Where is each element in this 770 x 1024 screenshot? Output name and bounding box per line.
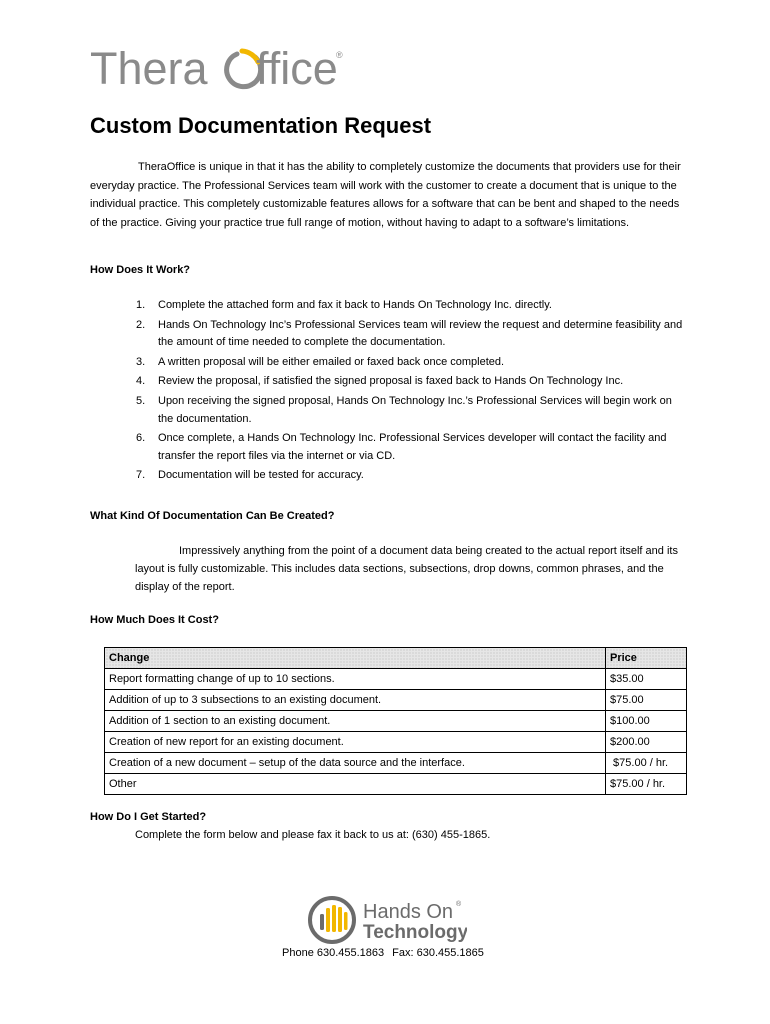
price-cell: $100.00 — [606, 711, 687, 732]
steps-list — [90, 297, 690, 487]
column-header-price: Price — [606, 648, 687, 669]
logo-registered-mark: ® — [456, 901, 462, 908]
price-table — [104, 647, 687, 795]
table-row — [105, 690, 687, 711]
table-row — [105, 711, 687, 732]
list-item: 7. Documentation will be tested for accuracy. — [136, 469, 364, 482]
table-header-row — [105, 648, 687, 669]
change-cell: Other — [105, 774, 606, 795]
list-item: 3. A written proposal will be either emailed or faxed back once completed. — [136, 355, 505, 368]
list-item: 5. Upon receiving the signed proposal, Hands On Technology Inc.’s Professional Services will begin work on the documentation. — [136, 394, 672, 425]
documentation-kind-paragraph — [135, 542, 690, 596]
cost-heading: How Much Does It Cost? — [90, 614, 219, 626]
price-cell: $75.00 — [606, 690, 687, 711]
change-cell: Addition of 1 section to an existing document. — [105, 711, 606, 732]
intro-text: TheraOffice is unique in that it has the ability to completely customize the documents that providers use for their everyday practice. The Professional Services team will work with the customer to create a document that is unique to the individual practice. This completely customizable features allows for a software that can be bent and shaped to the needs of the practice. Giving your practice true full range of motion, without having to adapt to a software’s limitations. — [90, 161, 681, 229]
change-cell: Creation of a new document – setup of the data source and the interface. — [105, 753, 606, 774]
page-title: Custom Documentation Request — [90, 113, 432, 138]
list-item: 2. Hands On Technology Inc’s Professional Services team will review the request and determine feasibility and the amount of time needed to complete the documentation. — [136, 318, 683, 349]
documentation-kind-heading: What Kind Of Documentation Can Be Created? — [90, 510, 335, 522]
theraoffice-logo — [90, 44, 350, 92]
table-row — [105, 732, 687, 753]
fax-number: Fax: 630.455.1865 — [392, 947, 484, 959]
how-it-works-heading: How Does It Work? — [90, 264, 191, 276]
hands-on-technology-logo — [307, 894, 467, 951]
change-cell: Report formatting change of up to 10 sections. — [105, 669, 606, 690]
get-started-text: Complete the form below and please fax it back to us at: (630) 455-1865. — [135, 829, 491, 841]
table-row — [105, 774, 687, 795]
documentation-kind-text: Impressively anything from the point of a document data being created to the actual report itself and its layout is fully customizable. This includes data sections, subsections, drop downs, common phrases, and the display of the report. — [135, 545, 678, 593]
list-item: 6. Once complete, a Hands On Technology Inc. Professional Services developer will contact the facility and transfer the report files via the internet or via CD. — [136, 432, 667, 462]
logo-text-ffice: ffice — [256, 44, 338, 92]
contact-line — [282, 947, 484, 959]
list-item: 1. Complete the attached form and fax it back to Hands On Technology Inc. directly. — [136, 299, 552, 311]
price-cell: $35.00 — [606, 669, 687, 690]
list-item: 4. Review the proposal, if satisfied the signed proposal is faxed back to Hands On Technology Inc. — [136, 375, 624, 388]
hands-on-emblem-icon — [310, 898, 354, 942]
logo-text-hands-on: Hands On — [363, 901, 454, 923]
phone-number: Phone 630.455.1863 — [282, 947, 385, 959]
change-cell: Creation of new report for an existing document. — [105, 732, 606, 753]
get-started-heading: How Do I Get Started? — [90, 811, 207, 823]
column-header-change: Change — [105, 648, 606, 669]
change-cell: Addition of up to 3 subsections to an existing document. — [105, 690, 606, 711]
price-cell: $75.00 / hr. — [606, 774, 687, 795]
table-row — [105, 753, 687, 774]
table-row — [105, 669, 687, 690]
price-cell: $200.00 — [606, 732, 687, 753]
intro-paragraph — [90, 158, 690, 232]
logo-text-technology: Technology — [363, 922, 467, 943]
logo-text-thera: Thera — [90, 44, 208, 92]
price-cell: $75.00 / hr. — [606, 753, 687, 774]
logo-registered-mark: ® — [336, 50, 343, 60]
